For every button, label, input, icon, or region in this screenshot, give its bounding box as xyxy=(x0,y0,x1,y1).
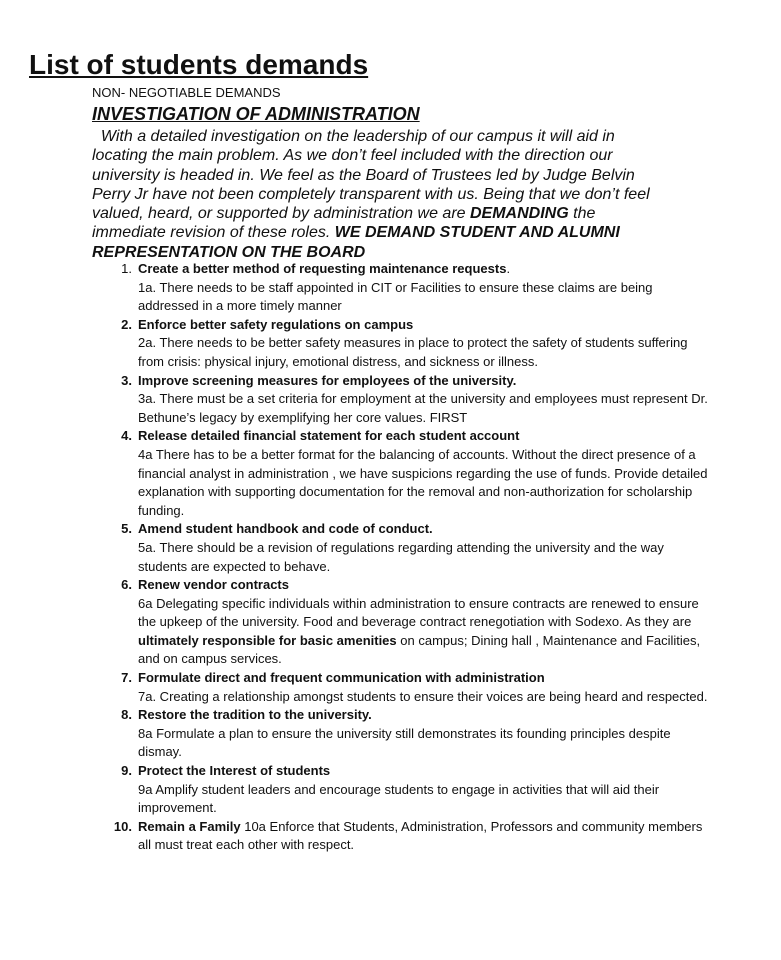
demand-item xyxy=(108,316,708,372)
demand-item xyxy=(108,372,708,428)
intro-paragraph xyxy=(92,127,652,262)
demand-body: 9a Amplify student leaders and encourage students to engage in activities that will aid their improvement. xyxy=(138,781,660,816)
demand-heading: Restore the tradition to the university. xyxy=(138,707,372,723)
demand-body: 4a There has to be a better format for the balancing of accounts. Without the direct presence of a financial analyst in administration , we have suspicions regarding the use of funds. Provide detailed explanation with supporting documentation for the removal and non-authorization for scholarship funding. xyxy=(138,446,708,518)
demand-body: 7a. Creating a relationship amongst students to ensure their voices are being heard and respected. xyxy=(138,688,708,704)
demand-heading: Renew vendor contracts xyxy=(138,577,289,593)
demand-inline-body: 10a Enforce that Students, Administration, Professors and community members all must treat each other with respect. xyxy=(138,818,703,853)
demand-body-text: on campus; Dining hall , Maintenance and Facilities, and on campus services. xyxy=(138,632,701,667)
demand-heading: Protect the Interest of students xyxy=(138,763,331,779)
intro-closing-demand: WE DEMAND STUDENT AND ALUMNI REPRESENTATION ON THE BOARD xyxy=(92,224,620,261)
demand-body: 1a. There needs to be staff appointed in CIT or Facilities to ensure these claims are being addressed in a more timely manner xyxy=(138,279,653,314)
demand-body: 2a. There needs to be better safety measures in place to protect the safety of students suffering from crisis: physical injury, emotional distress, and sickness or illness. xyxy=(138,335,688,369)
intro-text-part1: With a detailed investigation on the leadership of our campus it will aid in locating the main problem. As we don’t feel included with the direction our university is headed in. We feel as the Board of Trustees led by Judge Belvin Perry Jr have not been completely transparent with us. Being that we don’t feel valued, heard, or supported by administration we are xyxy=(92,128,650,223)
demand-number: 3. xyxy=(121,372,132,388)
demand-body-text: 6a Delegating specific individuals within administration to ensure contracts are renewed to ensure the upkeep of the university. Food and beverage contract renegotiation with Sodexo. As they are xyxy=(138,595,699,630)
subtitle: NON- NEGOTIABLE DEMANDS xyxy=(92,85,281,100)
demand-number: 2. xyxy=(121,316,132,332)
demand-item xyxy=(108,427,708,520)
demand-item xyxy=(108,520,708,576)
demand-item xyxy=(108,576,708,669)
demand-number: 1. xyxy=(121,261,132,276)
page-title: List of students demands xyxy=(29,49,369,80)
demand-heading: Release detailed financial statement for each student account xyxy=(138,428,520,444)
demand-heading: Formulate direct and frequent communication with administration xyxy=(138,670,545,686)
demand-number: 4. xyxy=(121,428,132,444)
demand-number: 8. xyxy=(121,707,132,723)
demand-heading: Remain a Family xyxy=(138,818,241,834)
demand-heading: Amend student handbook and code of conduct. xyxy=(138,521,433,537)
demand-number: 6. xyxy=(121,577,132,593)
demand-heading: Improve screening measures for employees of the university. xyxy=(138,372,517,388)
demands-list xyxy=(108,260,708,855)
intro-text-part2: the immediate revision of these roles. xyxy=(92,205,596,242)
demand-body xyxy=(138,595,708,669)
demand-item xyxy=(108,762,708,818)
intro-emphasis: DEMANDING xyxy=(470,205,569,223)
demand-body: 3a. There must be a set criteria for employment at the university and employees must represent Dr. Bethune’s legacy by exemplifying her core values. FIRST xyxy=(138,391,708,425)
section-heading: INVESTIGATION OF ADMINISTRATION xyxy=(92,104,420,124)
demand-item xyxy=(108,818,708,855)
demand-item xyxy=(108,706,708,762)
demand-body: 8a Formulate a plan to ensure the university still demonstrates its founding principles despite dismay. xyxy=(138,725,671,760)
demand-number: 5. xyxy=(121,521,132,537)
demand-number: 10. xyxy=(113,818,132,834)
demand-number: 7. xyxy=(121,670,132,686)
demand-heading: Create a better method of requesting maintenance requests xyxy=(138,261,507,276)
demand-heading: Enforce better safety regulations on campus xyxy=(138,316,414,332)
demand-item xyxy=(108,669,708,706)
demand-heading-suffix: . xyxy=(506,261,511,276)
demand-body: 5a. There should be a revision of regulations regarding attending the university and the way students are expected to behave. xyxy=(138,539,664,574)
demand-body-emphasis: ultimately responsible for basic amenities xyxy=(138,632,397,648)
demand-item xyxy=(108,260,708,316)
demand-number: 9. xyxy=(121,763,132,779)
